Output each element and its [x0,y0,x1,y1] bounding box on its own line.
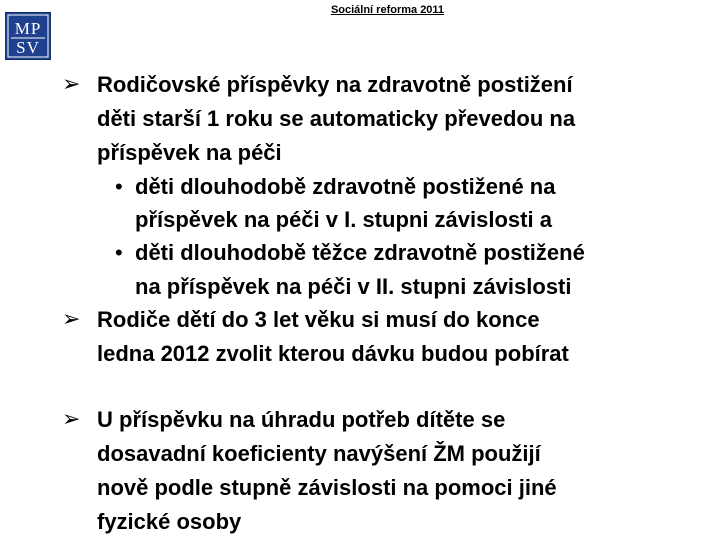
item1-sub2-line1: děti dlouhodobě těžce zdravotně postižené [135,240,585,265]
svg-text:MP: MP [14,19,42,38]
dot-bullet-icon: • [115,174,123,199]
arrowhead-bullet-icon: ➢ [62,307,81,332]
item1-sub1-line2: příspěvek na péči v I. stupni závislosti a [135,207,552,232]
arrowhead-bullet-icon: ➢ [62,72,81,97]
item2-line1: Rodiče dětí do 3 let věku si musí do konce [97,307,540,332]
item3-line3: nově podle stupně závislosti na pomoci jiné [97,475,557,500]
item3-line1: U příspěvku na úhradu potřeb dítěte se [97,407,506,432]
item2-line2: ledna 2012 zvolit kterou dávku budou pobírat [97,341,569,366]
item1-sub1-line1: děti dlouhodobě zdravotně postižené na [135,174,556,199]
arrowhead-bullet-icon: ➢ [62,407,81,432]
item1-line3: příspěvek na péči [97,140,282,165]
slide-header-title: Sociální reforma 2011 [330,4,445,16]
item3-line2: dosavadní koeficienty navýšení ŽM použijí [97,441,541,466]
item3-line4: fyzické osoby [97,509,242,534]
item1-line1: Rodičovské příspěvky na zdravotně postižení [97,72,573,97]
item1-sub2-line2: na příspěvek na péči v II. stupni závislosti [135,274,572,299]
dot-bullet-icon: • [115,240,123,265]
svg-text:SV: SV [16,38,40,57]
item1-line2: děti starší 1 roku se automaticky převedou na [97,106,576,131]
